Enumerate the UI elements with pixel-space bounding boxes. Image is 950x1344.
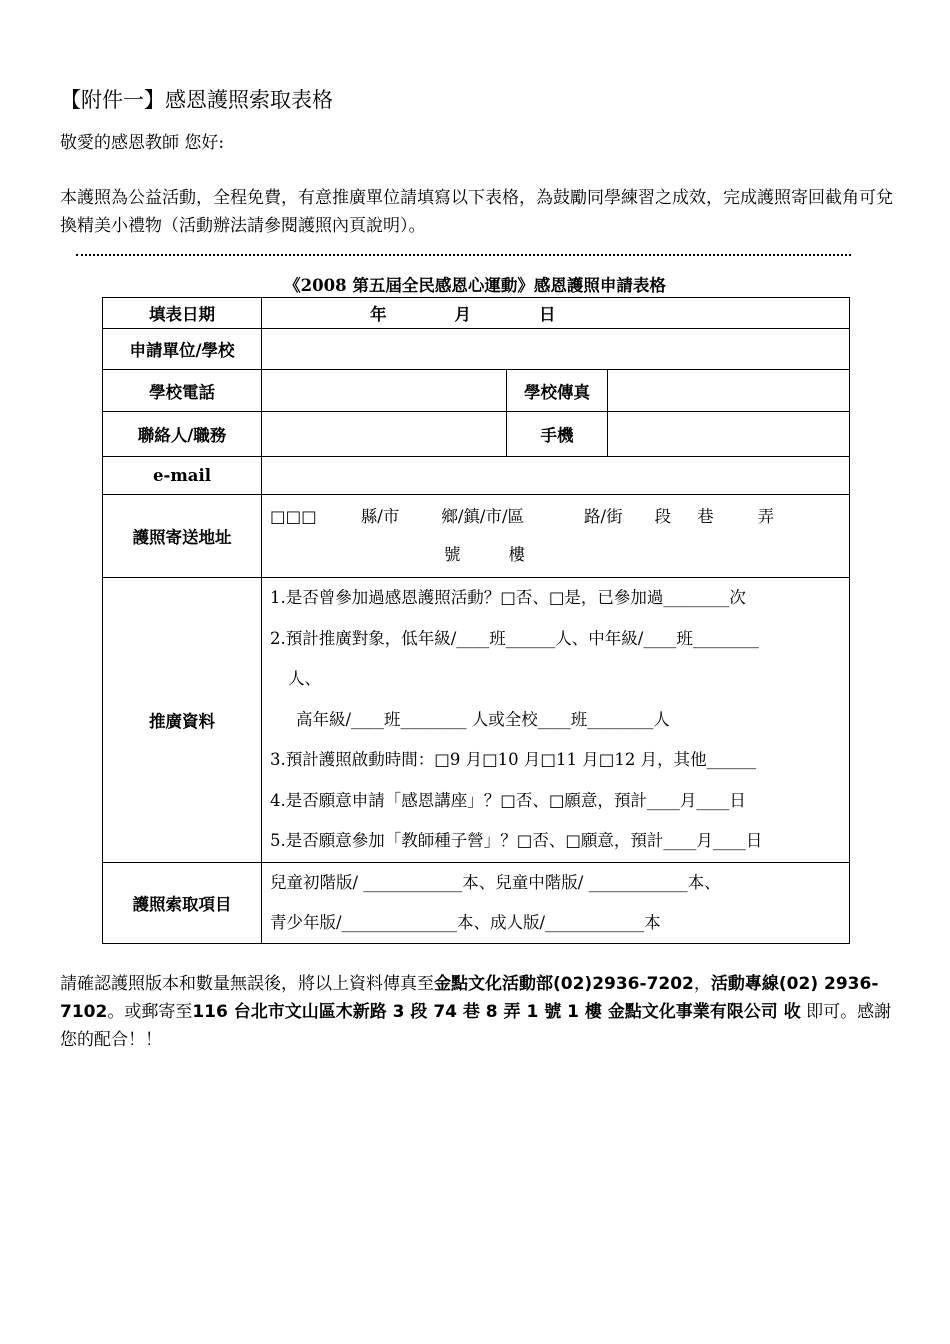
footer-text: 請確認護照版本和數量無誤後，將以上資料傳真至 (60, 974, 434, 994)
fax-number: 金點文化活動部(02)2936-7202 (434, 974, 694, 994)
order-line: 青少年版/______________本、成人版/____________本 (270, 912, 661, 932)
mobile-label: 手機 (507, 412, 608, 457)
form-title: 《2008 第五屆全民感恩心運動》感恩護照申請表格 (284, 276, 666, 295)
unit-label: 申請單位/學校 (103, 329, 262, 370)
greeting: 敬愛的感恩教師 您好: (60, 133, 225, 153)
footer-text: 。或郵寄至 (107, 1002, 193, 1022)
date-day: 日 (539, 305, 556, 324)
date-year: 年 (370, 305, 387, 324)
date-field[interactable] (262, 298, 850, 329)
address-county: 縣/市 (360, 507, 400, 526)
mailing-address: 116 台北市文山區木新路 3 段 74 巷 8 弄 1 號 1 樓 金點文化事業有限公司 收 (192, 1002, 801, 1022)
address-number: 號 (444, 545, 461, 564)
promo-line: 高年級/____班________ 人或全校____班________人 (296, 709, 670, 729)
promo-line: 4.是否願意申請「感恩講座」？□否、□願意，預計____月____日 (270, 790, 746, 810)
footer-text: 即可。感謝您的配合！！ (60, 1002, 892, 1050)
footer-text: ， (693, 974, 711, 994)
contact-label: 聯絡人/職務 (103, 412, 262, 457)
promo-line: 人、 (288, 669, 321, 688)
school-fax-label: 學校傳真 (507, 370, 608, 412)
intro-paragraph: 本護照為公益活動，全程免費，有意推廣單位請填寫以下表格，為鼓勵同學練習之成效，完成護照寄回截角可兌換精美小禮物（活動辦法請參閱護照內頁說明）。 (60, 188, 893, 236)
date-month: 月 (454, 305, 471, 324)
cut-line-divider (76, 254, 851, 256)
application-form (102, 297, 850, 944)
order-label: 護照索取項目 (103, 862, 262, 943)
unit-field[interactable] (262, 329, 850, 370)
contact-field[interactable] (262, 412, 507, 457)
school-phone-label: 學校電話 (103, 370, 262, 412)
address-field[interactable] (262, 495, 850, 578)
promo-line: 5.是否願意參加「教師種子營」？□否、□願意，預計____月____日 (270, 831, 763, 850)
address-section: 段 (654, 507, 672, 526)
promo-field[interactable] (262, 578, 850, 863)
school-phone-field[interactable] (262, 370, 507, 412)
address-road: 路/街 (584, 507, 623, 526)
order-field[interactable] (262, 862, 850, 943)
promo-line: 2.預計推廣對象，低年級/____班______人、中年級/____班________ (270, 628, 759, 648)
order-line: 兒童初階版/ ____________本、兒童中階版/ ____________本、 (270, 872, 721, 892)
date-label: 填表日期 (103, 298, 262, 329)
school-fax-field[interactable] (608, 370, 850, 412)
address-lane: 巷 (697, 507, 714, 526)
promo-line: 1.是否曾參加過感恩護照活動？□否、□是，已參加過________次 (270, 588, 746, 607)
address-label: 護照寄送地址 (103, 495, 262, 578)
mobile-field[interactable] (608, 412, 850, 457)
address-alley: 弄 (757, 507, 775, 526)
address-township: 鄉/鎮/市/區 (441, 507, 525, 526)
email-label: e-mail (103, 457, 262, 495)
footer-instructions (60, 970, 895, 1054)
address-zip: □□□ (270, 507, 317, 526)
hotline-number: 活動專線(02) 2936-7102 (60, 974, 879, 1022)
email-field[interactable] (262, 457, 850, 495)
promo-label: 推廣資料 (103, 578, 262, 863)
address-floor: 樓 (508, 545, 525, 564)
page-heading: 【附件一】感恩護照索取表格 (60, 88, 333, 112)
promo-line: 3.預計護照啟動時間：□9 月□10 月□11 月□12 月，其他______ (270, 750, 757, 769)
